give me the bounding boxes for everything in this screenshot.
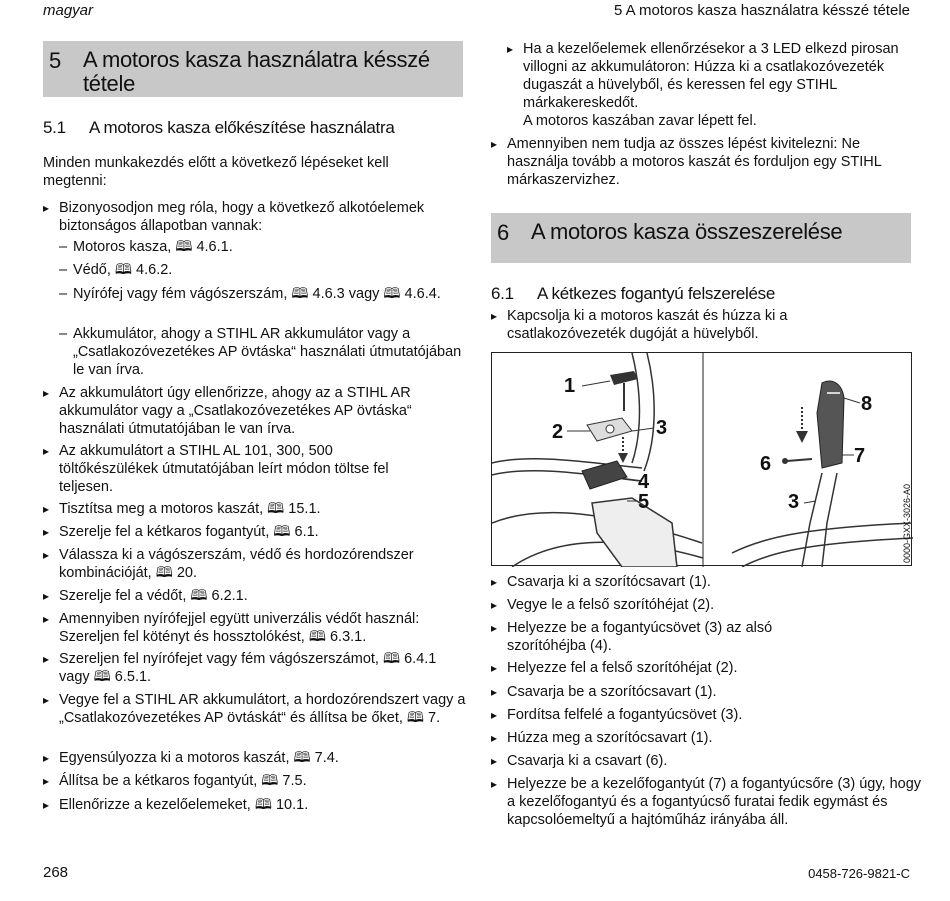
assembly-illustration [492, 353, 913, 567]
figure-label: 4 [638, 471, 650, 493]
list-item: ▸ Húzza meg a szorítócsavart (1). [491, 729, 922, 747]
list-item: ▸ Egyensúlyozza ki a motoros kaszát, 🕮 7.4. [43, 749, 464, 767]
list-item: ▸ Helyezze be a fogantyúcsövet (3) az alsó szorítóhéjba (4). [491, 619, 837, 655]
page-number: 268 [43, 864, 69, 881]
figure-label: 2 [552, 421, 564, 443]
chapter-number: 6 [497, 220, 510, 245]
list-item: – Akkumulátor, ahogy a STIHL AR akkumulátor vagy a „Csatlakozóvezetékes AP övtáska“ használati útmutatójában le van írva. [43, 325, 468, 379]
document-number: 0458-726-9821-C [808, 866, 910, 881]
list-item: ▸ Válassza ki a vágószerszám, védő és hordozórendszer kombinációját, 🕮 20. [43, 546, 469, 582]
figure-label: 3 [788, 491, 800, 513]
figure-label: 5 [638, 491, 650, 513]
list-item: – Motoros kasza, 🕮 4.6.1. [43, 238, 463, 256]
list-item: ▸ Fordítsa felfelé a fogantyúcsövet (3). [491, 706, 922, 724]
list-item: ▸ Bizonyosodjon meg róla, hogy a következő alkotóelemek biztonságos állapotban vannak: [43, 199, 464, 235]
section-title: A kétkezes fogantyú felszerelése [537, 284, 775, 303]
list-item: ▸ Ha a kezelőelemek ellenőrzésekor a 3 LED elkezd pirosan villogni az akkumulátoron: Húzza ki a csatlakozóvezeték dugaszát a hüvelyből, és keressen fel egy STIHL márkakereskedőt. [507, 40, 918, 112]
figure-label: 1 [564, 375, 576, 397]
chapter-number: 5 [49, 48, 62, 73]
list-item: – Nyírófej vagy fém vágószerszám, 🕮 4.6.3 vagy 🕮 4.6.4. [43, 285, 443, 303]
list-item: ▸ Helyezze be a kezelőfogantyút (7) a fogantyúcsőre (3) úgy, hogy a kezelőfogantyú és a fogantyúcső furatai fedik egymást és kapcsolóemeltyű a hajtóműház irányába áll. [491, 775, 925, 829]
section-5-1-heading [43, 118, 395, 138]
chapter-5-banner [43, 41, 463, 97]
list-item: ▸ Vegye le a felső szorítóhéjat (2). [491, 596, 922, 614]
section-number: 5.1 [43, 118, 66, 137]
list-item: ▸ Helyezze fel a felső szorítóhéjat (2). [491, 659, 922, 677]
header-language: magyar [43, 2, 94, 19]
list-item: ▸ Tisztítsa meg a motoros kaszát, 🕮 15.1. [43, 500, 464, 518]
figure-code: 0000-GXX-3026-A0 [902, 483, 912, 563]
chapter-title: A motoros kasza összeszerelése [531, 219, 843, 244]
result-text: A motoros kaszában zavar lépett fel. [523, 113, 757, 129]
list-item: ▸ Ellenőrizze a kezelőelemeket, 🕮 10.1. [43, 796, 464, 814]
section-number: 6.1 [491, 284, 514, 303]
header-chapter-ref: 5 A motoros kasza használatra késszé tétele [614, 2, 910, 19]
figure-label: 7 [854, 445, 866, 467]
section-6-1-heading [491, 284, 775, 304]
list-item: – Védő, 🕮 4.6.2. [43, 261, 463, 279]
list-item: ▸ Amennyiben nyírófejjel együtt univerzális védőt használ: Szereljen fel kötényt és hossztolókést, 🕮 6.3.1. [43, 610, 469, 646]
figure-label: 8 [861, 393, 873, 415]
list-item: ▸ Az akkumulátort a STIHL AL 101, 300, 500 töltőkészülékek útmutatójában leírt módon töltse fel teljesen. [43, 442, 429, 496]
list-item: ▸ Csavarja ki a csavart (6). [491, 752, 922, 770]
chapter-6-banner [491, 213, 911, 263]
list-item: ▸ Szerelje fel a védőt, 🕮 6.2.1. [43, 587, 464, 605]
figure-label: 6 [760, 453, 772, 475]
list-item: ▸ Vegye fel a STIHL AR akkumulátort, a hordozórendszert vagy a „Csatlakozóvezetékes AP övtáskát“ és állítsa be őket, 🕮 7. [43, 691, 469, 727]
list-item: ▸ Amennyiben nem tudja az összes lépést kivitelezni: Ne használja tovább a motoros kaszát és forduljon egy STIHL márkaszervizhez. [491, 135, 922, 189]
list-item: ▸ Szerelje fel a kétkaros fogantyút, 🕮 6.1. [43, 523, 464, 541]
list-item: ▸ Kapcsolja ki a motoros kaszát és húzza ki a csatlakozóvezeték dugóját a hüvelyből. [491, 307, 907, 343]
section-title: A motoros kasza előkészítése használatra [89, 118, 395, 137]
list-item: ▸ Csavarja ki a szorítócsavart (1). [491, 573, 922, 591]
figure-label: 3 [656, 417, 668, 439]
assembly-figure [491, 352, 912, 566]
intro-text: Minden munkakezdés előtt a következő lépéseket kell megtenni: [43, 155, 389, 189]
list-item: ▸ Az akkumulátort úgy ellenőrizze, ahogy az a STIHL AR akkumulátor vagy a „Csatlakozóvezetékes AP övtáska“ használati útmutatójában le van írva. [43, 384, 464, 438]
list-item: ▸ Szereljen fel nyírófejet vagy fém vágószerszámot, 🕮 6.4.1 vagy 🕮 6.5.1. [43, 650, 444, 686]
list-item: ▸ Csavarja be a szorítócsavart (1). [491, 683, 922, 701]
chapter-title: A motoros kasza használatra késszé tétele [83, 47, 430, 96]
list-item: ▸ Állítsa be a kétkaros fogantyút, 🕮 7.5. [43, 772, 464, 790]
